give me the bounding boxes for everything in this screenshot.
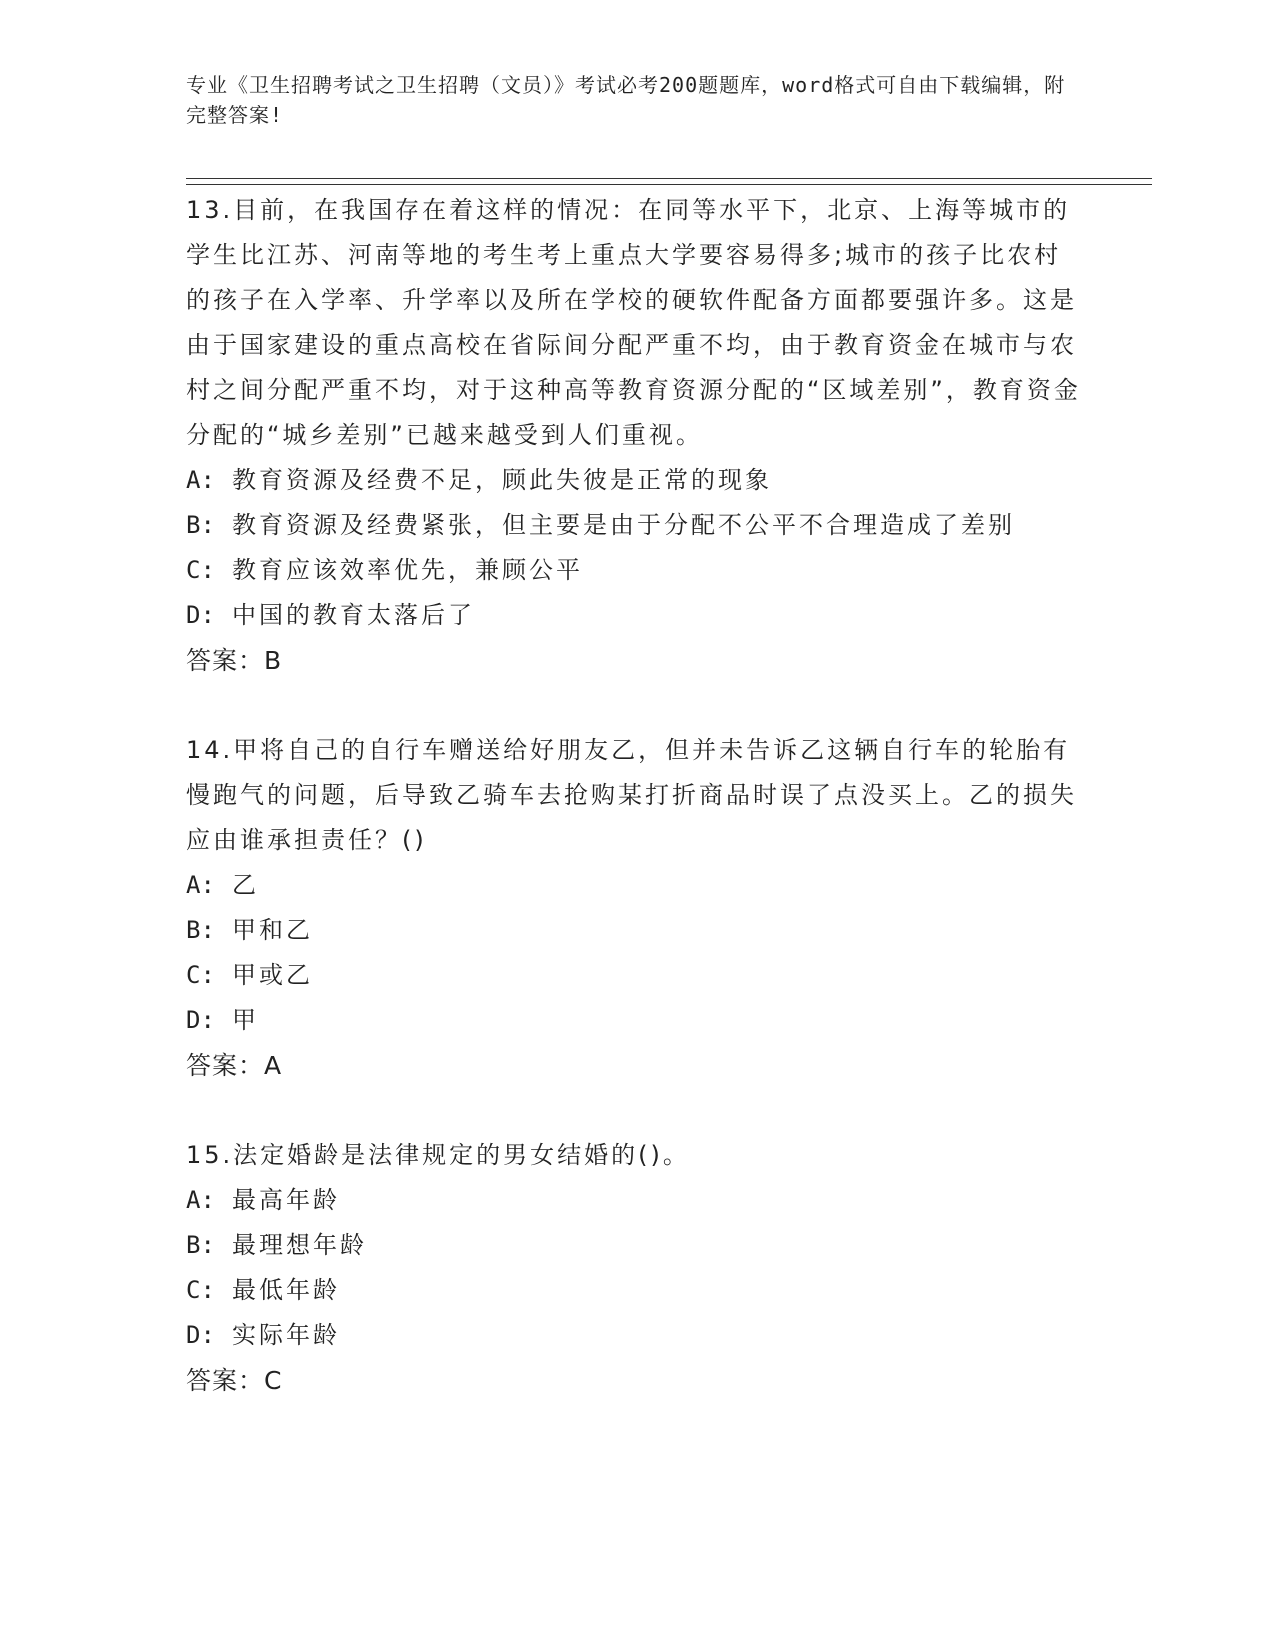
option-text: 最理想年龄 [232,1231,367,1259]
option-text: 教育资源及经费紧张，但主要是由于分配不公平不合理造成了差别 [232,511,1015,539]
option-letter: C: [186,1276,215,1304]
question-15 [186,1133,1086,1403]
option-text: 实际年龄 [232,1321,340,1349]
option-letter: A: [186,466,215,494]
answer-line: 答案：A [186,1051,283,1080]
option-letter: B: [186,511,215,539]
option-text: 教育资源及经费不足，顾此失彼是正常的现象 [232,466,772,494]
option-text: 教育应该效率优先，兼顾公平 [232,556,583,584]
option-a [186,458,1086,503]
option-text: 甲或乙 [232,961,313,989]
option-text: 中国的教育太落后了 [232,601,475,629]
answer-line: 答案：C [186,1366,283,1395]
option-b [186,1223,1086,1268]
question-13 [186,188,1086,683]
option-d [186,1313,1086,1358]
option-text: 乙 [232,871,259,899]
question-list [186,188,1086,1403]
option-c [186,1268,1086,1313]
question-spacer [186,683,1086,728]
option-c [186,548,1086,593]
question-spacer [186,1088,1086,1133]
option-d [186,593,1086,638]
option-letter: C: [186,961,215,989]
option-letter: B: [186,1231,215,1259]
option-b [186,503,1086,548]
option-b [186,908,1086,953]
header-double-rule [186,178,1152,185]
question-stem: 14.甲将自己的自行车赠送给好朋友乙，但并未告诉乙这辆自行车的轮胎有慢跑气的问题，后导致乙骑车去抢购某打折商品时误了点没买上。乙的损失应由谁承担责任？() [186,736,1077,854]
option-letter: B: [186,916,215,944]
option-c [186,953,1086,998]
option-a [186,1178,1086,1223]
question-14 [186,728,1086,1088]
option-letter: D: [186,1321,215,1349]
option-letter: D: [186,1006,215,1034]
option-text: 最高年龄 [232,1186,340,1214]
option-text: 甲 [232,1006,259,1034]
answer-line: 答案：B [186,646,283,675]
option-text: 甲和乙 [232,916,313,944]
question-stem: 13.目前，在我国存在着这样的情况：在同等水平下，北京、上海等城市的学生比江苏、河南等地的考生考上重点大学要容易得多;城市的孩子比农村的孩子在入学率、升学率以及所在学校的硬软件配备方面都要强许多。这是由于国家建设的重点高校在省际间分配严重不均，由于教育资金在城市与农村之间分配严重不均，对于这种高等教育资源分配的“区域差别”，教育资金分配的“城乡差别”已越来越受到人们重视。 [186,196,1081,449]
document-header: 专业《卫生招聘考试之卫生招聘（文员）》考试必考200题题库，word格式可自由下载编辑，附完整答案! [186,73,1066,127]
option-d [186,998,1086,1043]
option-letter: A: [186,1186,215,1214]
option-a [186,863,1086,908]
option-text: 最低年龄 [232,1276,340,1304]
option-letter: C: [186,556,215,584]
question-stem: 15.法定婚龄是法律规定的男女结婚的()。 [186,1141,690,1169]
option-letter: D: [186,601,215,629]
option-letter: A: [186,871,215,899]
